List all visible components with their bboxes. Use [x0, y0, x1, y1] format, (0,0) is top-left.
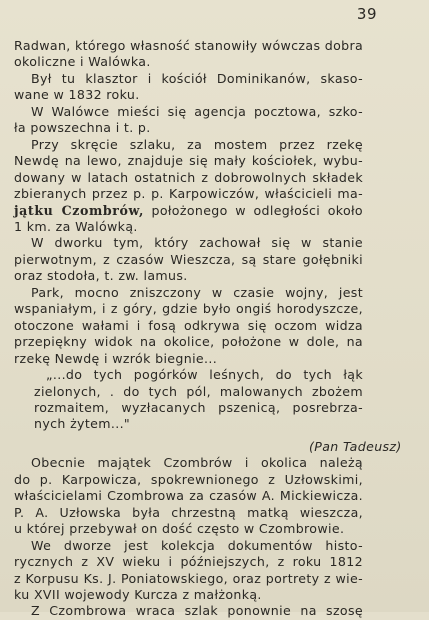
text-line: ku XVII wojewody Kurcza z małżonką. [14, 586, 262, 602]
text-line: Był tu klasztor i kościół Dominikanów, skaso- [31, 70, 363, 86]
text-line: Przy skręcie szlaku, za mostem przez rzekę [31, 136, 363, 152]
text-line: Z Czombrowa wraca szlak ponownie na szosę [31, 603, 363, 619]
quote-line: „...do tych pogórków leśnych, do tych łąk [46, 367, 363, 383]
text-line: oraz stodoła, t. zw. lamus. [14, 268, 188, 284]
quote-line: zielonych, . do tych pól, malowanych zbożem [34, 383, 363, 399]
quote-source: (Pan Tadeusz) [309, 438, 402, 454]
text-line: wspaniałym, i z góry, gdzie było ongiś horodyszcze, [14, 301, 363, 317]
text-line: W Walówce mieści się agencja pocztowa, szko- [31, 103, 363, 119]
text-line: właścicielami Czombrowa za czasów A. Mickiewicza. [14, 488, 363, 504]
text-line: Obecnie majątek Czombrów i okolica należą [31, 455, 363, 471]
text-line: przepiękny widok na okolice, położone w dole, na [14, 334, 363, 350]
body-text [14, 38, 402, 620]
text-line: u której przebywał on dość często w Czombrowie. [14, 521, 345, 537]
text-line: z Korpusu Ks. J. Poniatowskiego, oraz portrety z wie- [14, 570, 363, 586]
text-line: zbieranych przez p. p. Karpowiczów, właścicieli ma- [14, 186, 363, 202]
estate-name: jątku Czombrów, [14, 202, 144, 218]
text-line: dowany w latach ostatnich z dobrowolnych składek [14, 169, 363, 185]
text-line: rycznych z XV wieku i późniejszych, z roku 1812 [14, 554, 363, 570]
text-line: otoczone wałami i fosą odkrywa się oczom widza [14, 317, 363, 333]
quote-line: nych żytem..." [34, 416, 131, 432]
text-line-bold-lead: jątku Czombrów, położonego w odległości około [14, 202, 363, 218]
text-line: We dworze jest kolekcja dokumentów histo- [31, 537, 363, 553]
text-line: okoliczne i Walówka. [14, 54, 151, 70]
page-number: 39 [356, 5, 377, 23]
text-line: pierwotnym, z czasów Wieszcza, są stare gołębniki [14, 251, 363, 267]
text-line: W dworku tym, który zachował się w stanie [31, 235, 363, 251]
quote-line: rozmaitem, wyzłacanych pszenicą, posrebrza- [34, 399, 363, 415]
text-line: Park, mocno zniszczony w czasie wojny, jest [31, 284, 363, 300]
text-line: Newdę na lewo, znajduje się mały kościołek, wybu- [14, 153, 363, 169]
text-line: 1 km. za Walówką. [14, 218, 138, 234]
text-line: P. A. Uzłowska była chrzestną matką wieszcza, [14, 504, 363, 520]
text-line: ła powszechna i t. p. [14, 120, 151, 136]
text-line: do p. Karpowicza, spokrewnionego z Uzłowskimi, [14, 471, 363, 487]
text-line: wane w 1832 roku. [14, 87, 140, 103]
text-line: rzekę Newdę i wzrók biegnie... [14, 350, 218, 366]
text-line: Radwan, którego własność stanowiły wówczas dobra [14, 38, 364, 53]
